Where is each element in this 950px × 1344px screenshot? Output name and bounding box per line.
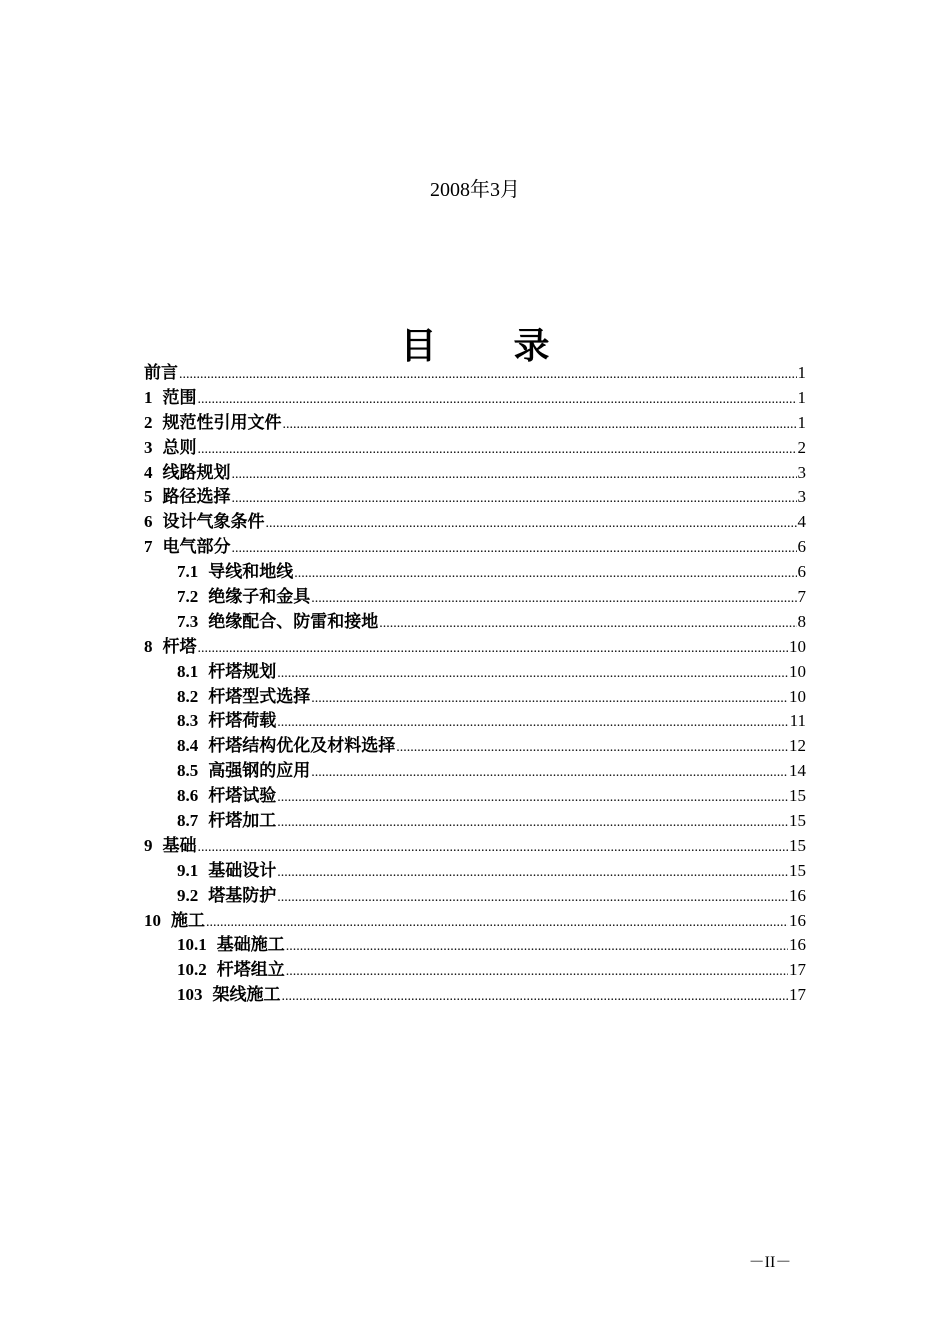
toc-entry-page: 15: [789, 835, 806, 855]
toc-entry-number: 8.3: [177, 711, 199, 731]
toc-entry-number: 10.1: [177, 935, 207, 955]
toc-entry-label: 杆塔加工: [208, 811, 277, 831]
toc-leader-dots: [198, 438, 797, 463]
toc-entry-page: 17: [789, 985, 806, 1005]
toc-entry-page: 3: [797, 487, 806, 507]
toc-entry-number: 8.2: [177, 686, 199, 706]
toc-leader-dots: [277, 886, 788, 911]
toc-entry-page: 3: [797, 462, 806, 482]
toc-leader-dots: [294, 562, 796, 587]
toc-entry-number: 8.7: [177, 811, 199, 831]
toc-entry[interactable]: [144, 660, 806, 685]
toc-entry-page: 12: [789, 736, 806, 756]
toc-entry-number: 8.4: [177, 736, 199, 756]
toc-entry-label: 杆塔组立: [216, 960, 285, 980]
toc-leader-dots: [282, 985, 789, 1010]
toc-entry-number: 7: [144, 537, 153, 557]
toc-entry-label: 设计气象条件: [162, 512, 265, 532]
toc-entry-label: 杆塔: [162, 636, 197, 656]
toc-entry[interactable]: [144, 436, 806, 461]
toc-entry-number: 10.2: [177, 960, 207, 980]
toc-leader-dots: [198, 388, 797, 413]
toc-leader-dots: [179, 363, 797, 388]
toc-entry-number: 8: [144, 636, 153, 656]
toc-entry-page: 1: [797, 363, 806, 382]
toc-entry[interactable]: [144, 909, 806, 934]
toc-entry-label: 基础: [162, 835, 197, 855]
toc-entry[interactable]: [144, 784, 806, 809]
toc-entry-page: 1: [797, 412, 806, 432]
document-date: 2008年3月: [430, 179, 520, 201]
toc-entry[interactable]: [144, 983, 806, 1008]
toc-entry[interactable]: [144, 510, 806, 535]
toc-entry-label: 路径选择: [162, 487, 231, 507]
toc-entry[interactable]: [144, 834, 806, 859]
toc-entry[interactable]: [144, 411, 806, 436]
toc-entry[interactable]: [144, 535, 806, 560]
toc-entry[interactable]: [144, 809, 806, 834]
toc-entry-label: 线路规划: [162, 462, 231, 482]
toc-entry-page: 7: [797, 587, 806, 607]
toc-leader-dots: [206, 911, 788, 936]
toc-entry[interactable]: [144, 933, 806, 958]
toc-leader-dots: [232, 463, 797, 488]
toc-entry[interactable]: [144, 709, 806, 734]
toc-entry-number: 7.3: [177, 611, 199, 631]
toc-entry-page: 15: [789, 786, 806, 806]
toc-entry-number: 4: [144, 462, 153, 482]
toc-leader-dots: [266, 512, 797, 537]
toc-entry-page: 16: [789, 910, 806, 930]
toc-entry[interactable]: [144, 361, 806, 386]
toc-leader-dots: [311, 587, 796, 612]
toc-entry-page: 10: [789, 661, 806, 681]
toc-entry-page: 8: [797, 611, 806, 631]
toc-entry-label: 杆塔结构优化及材料选择: [208, 736, 396, 756]
toc-entry-label: 杆塔规划: [208, 661, 277, 681]
toc-entry-number: 2: [144, 412, 153, 432]
toc-entry-number: 8.1: [177, 661, 199, 681]
toc-entry[interactable]: [144, 884, 806, 909]
toc-entry-page: 15: [789, 811, 806, 831]
toc-entry-label: 基础施工: [216, 935, 285, 955]
toc-entry-number: 8.5: [177, 761, 199, 781]
toc-leader-dots: [198, 836, 789, 861]
toc-entry[interactable]: [144, 859, 806, 884]
toc-entry-label: 施工: [171, 910, 205, 930]
table-of-contents: [144, 361, 806, 1008]
toc-entry-number: 5: [144, 487, 153, 507]
toc-leader-dots: [277, 711, 788, 736]
toc-entry-page: 1: [797, 387, 806, 407]
toc-entry-page: 16: [789, 935, 806, 955]
toc-leader-dots: [232, 487, 797, 512]
toc-entry-page: 2: [797, 437, 806, 457]
toc-entry-label: 塔基防护: [208, 885, 277, 905]
toc-entry[interactable]: [144, 610, 806, 635]
toc-entry-page: 15: [789, 860, 806, 880]
toc-leader-dots: [277, 861, 788, 886]
toc-entry-label: 架线施工: [212, 985, 281, 1005]
toc-entry-page: 10: [789, 636, 806, 656]
toc-entry[interactable]: [144, 759, 806, 784]
toc-entry-number: 7.1: [177, 562, 199, 582]
toc-entry[interactable]: [144, 585, 806, 610]
toc-leader-dots: [286, 960, 788, 985]
toc-leader-dots: [277, 662, 788, 687]
toc-entry-number: 9.2: [177, 885, 199, 905]
toc-entry-number: 9.1: [177, 860, 199, 880]
toc-entry-label: 基础设计: [208, 860, 277, 880]
toc-entry-number: 3: [144, 437, 153, 457]
toc-entry[interactable]: [144, 560, 806, 585]
toc-entry[interactable]: [144, 685, 806, 710]
toc-entry-label: 导线和地线: [208, 562, 294, 582]
toc-entry-label: 电气部分: [162, 537, 231, 557]
toc-leader-dots: [379, 612, 796, 637]
toc-leader-dots: [198, 637, 789, 662]
toc-entry[interactable]: [144, 485, 806, 510]
toc-entry-label: 绝缘子和金具: [208, 587, 311, 607]
toc-entry-label: 前言: [144, 363, 178, 382]
toc-entry-label: 杆塔试验: [208, 786, 277, 806]
toc-leader-dots: [283, 413, 797, 438]
toc-entry-number: 10: [144, 910, 161, 930]
toc-entry[interactable]: [144, 958, 806, 983]
toc-entry-page: 17: [789, 960, 806, 980]
toc-entry[interactable]: [144, 386, 806, 411]
toc-entry-number: 103: [177, 985, 203, 1005]
toc-leader-dots: [232, 537, 797, 562]
toc-leader-dots: [311, 687, 788, 712]
toc-entry-number: 6: [144, 512, 153, 532]
toc-entry-page: 10: [789, 686, 806, 706]
toc-entry-page: 4: [797, 512, 806, 532]
toc-entry-page: 14: [789, 761, 806, 781]
toc-entry-page: 6: [797, 537, 806, 557]
toc-entry-label: 杆塔型式选择: [208, 686, 311, 706]
toc-leader-dots: [277, 811, 788, 836]
toc-entry[interactable]: [144, 734, 806, 759]
toc-entry-page: 6: [797, 562, 806, 582]
toc-entry-label: 杆塔荷载: [208, 711, 277, 731]
toc-entry-label: 高强钢的应用: [208, 761, 311, 781]
toc-entry[interactable]: [144, 461, 806, 486]
toc-entry[interactable]: [144, 635, 806, 660]
toc-entry-number: 9: [144, 835, 153, 855]
toc-entry-page: 11: [789, 711, 806, 731]
toc-entry-number: 7.2: [177, 587, 199, 607]
toc-entry-label: 绝缘配合、防雷和接地: [208, 611, 379, 631]
toc-entry-number: 8.6: [177, 786, 199, 806]
toc-leader-dots: [277, 786, 788, 811]
toc-entry-label: 总则: [162, 437, 197, 457]
toc-entry-label: 范围: [162, 387, 197, 407]
toc-leader-dots: [311, 761, 788, 786]
page-number: －II－: [748, 1254, 792, 1271]
toc-entry-label: 规范性引用文件: [162, 412, 282, 432]
toc-entry-number: 1: [144, 387, 153, 407]
toc-title: 目 录: [400, 326, 584, 366]
toc-leader-dots: [396, 736, 788, 761]
toc-entry-page: 16: [789, 885, 806, 905]
toc-leader-dots: [286, 935, 788, 960]
